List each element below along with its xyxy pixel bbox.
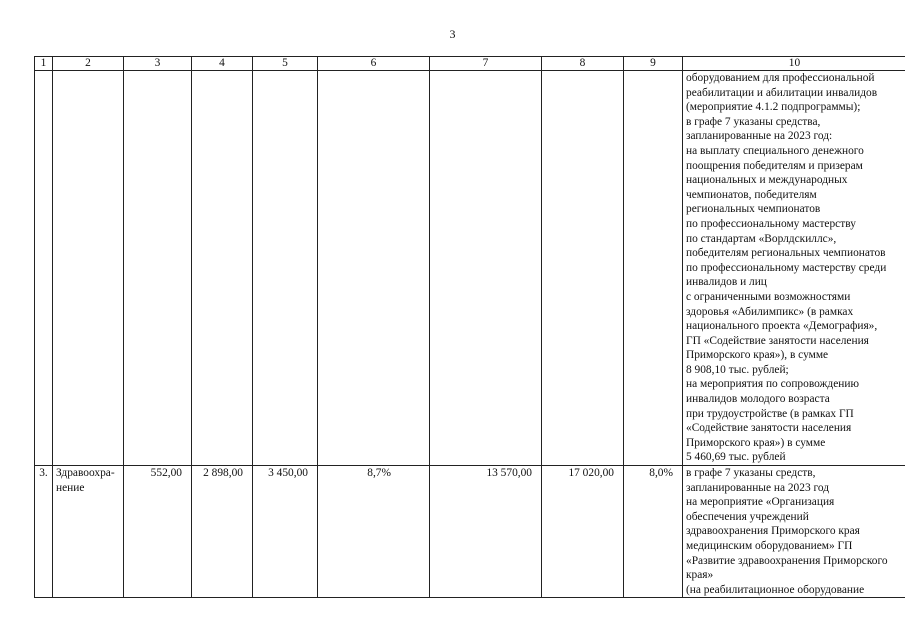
note-line: ГП «Содействие занятости населения — [686, 334, 869, 347]
note-line: «Развитие здравоохранения Приморского — [686, 554, 888, 567]
row-note — [683, 71, 905, 466]
note-line: поощрения победителям и призерам — [686, 159, 863, 172]
cell-col8: 17 020,00 — [542, 466, 624, 598]
header-row — [35, 57, 905, 71]
note-line: обеспечения учреждений — [686, 510, 809, 523]
cell-col3 — [124, 71, 192, 466]
note-line: медицинским оборудованием» ГП — [686, 540, 853, 552]
note-line: (на реабилитационное оборудование — [686, 583, 865, 596]
cell-col6 — [318, 71, 430, 466]
note-line: здоровья «Абилимпикс» (в рамках — [686, 305, 854, 318]
note-line: с ограниченными возможностями — [686, 290, 851, 303]
header-cell-10: 10 — [683, 57, 905, 71]
note-line: по профессиональному мастерству — [686, 217, 856, 230]
cell-col7: 13 570,00 — [430, 466, 542, 598]
note-line: победителям региональных чемпионатов — [686, 247, 886, 260]
row-note — [683, 466, 905, 598]
cell-col4 — [192, 71, 253, 466]
row-name-line: Здравоохра- — [56, 467, 115, 480]
note-line: национального проекта «Демография», — [686, 320, 878, 333]
table-row — [35, 466, 905, 598]
note-line: национальных и международных — [686, 174, 848, 187]
note-line: по профессиональному мастерству среди — [686, 261, 887, 274]
note-line: оборудованием для профессиональной — [686, 72, 875, 84]
cell-col8 — [542, 71, 624, 466]
header-cell-3: 3 — [124, 57, 192, 71]
cell-col9: 8,0% — [624, 466, 683, 598]
note-line: (мероприятие 4.1.2 подпрограммы); — [686, 101, 861, 114]
header-cell-5: 5 — [253, 57, 318, 71]
note-line: Приморского края»), в сумме — [686, 349, 829, 362]
cell-col6: 8,7% — [318, 466, 430, 598]
row-name — [53, 71, 124, 466]
note-line: здравоохранения Приморского края — [686, 525, 860, 538]
header-cell-1: 1 — [35, 57, 53, 71]
cell-col4: 2 898,00 — [192, 466, 253, 598]
cell-col7 — [430, 71, 542, 466]
row-name-line: нение — [56, 481, 85, 494]
note-line: 5 460,69 тыс. рублей — [686, 451, 786, 464]
row-number — [35, 71, 53, 466]
note-line: в графе 7 указаны средств, — [686, 467, 816, 480]
note-line: запланированные на 2023 год: — [686, 130, 833, 143]
header-cell-4: 4 — [192, 57, 253, 71]
note-line: на выплату специального денежного — [686, 144, 864, 157]
note-line: региональных чемпионатов — [686, 203, 821, 216]
header-cell-8: 8 — [542, 57, 624, 71]
note-line: края» — [686, 569, 714, 582]
header-cell-9: 9 — [624, 57, 683, 71]
cell-col3: 552,00 — [124, 466, 192, 598]
note-line: по стандартам «Ворлдскиллс», — [686, 232, 837, 245]
table-row — [35, 71, 905, 466]
note-line: 8 908,10 тыс. рублей; — [686, 363, 789, 376]
row-name — [53, 466, 124, 598]
header-cell-6: 6 — [318, 57, 430, 71]
note-line: при трудоустройстве (в рамках ГП — [686, 407, 854, 420]
budget-table — [34, 56, 905, 598]
note-line: Приморского края») в сумме — [686, 436, 826, 449]
note-line: «Содействие занятости населения — [686, 422, 852, 435]
header-cell-7: 7 — [430, 57, 542, 71]
note-line: на мероприятия по сопровождению — [686, 378, 859, 391]
note-line: чемпионатов, победителям — [686, 188, 817, 201]
note-line: на мероприятие «Организация — [686, 496, 835, 509]
header-cell-2: 2 — [53, 57, 124, 71]
note-line: инвалидов и лиц — [686, 276, 767, 289]
row-number: 3. — [35, 466, 53, 598]
note-line: инвалидов молодого возраста — [686, 393, 830, 406]
page-number: 3 — [449, 27, 456, 41]
cell-col5: 3 450,00 — [253, 466, 318, 598]
cell-col5 — [253, 71, 318, 466]
note-line: запланированные на 2023 год — [686, 481, 830, 494]
note-line: реабилитации и абилитации инвалидов — [686, 86, 878, 99]
note-line: в графе 7 указаны средства, — [686, 115, 821, 128]
cell-col9 — [624, 71, 683, 466]
